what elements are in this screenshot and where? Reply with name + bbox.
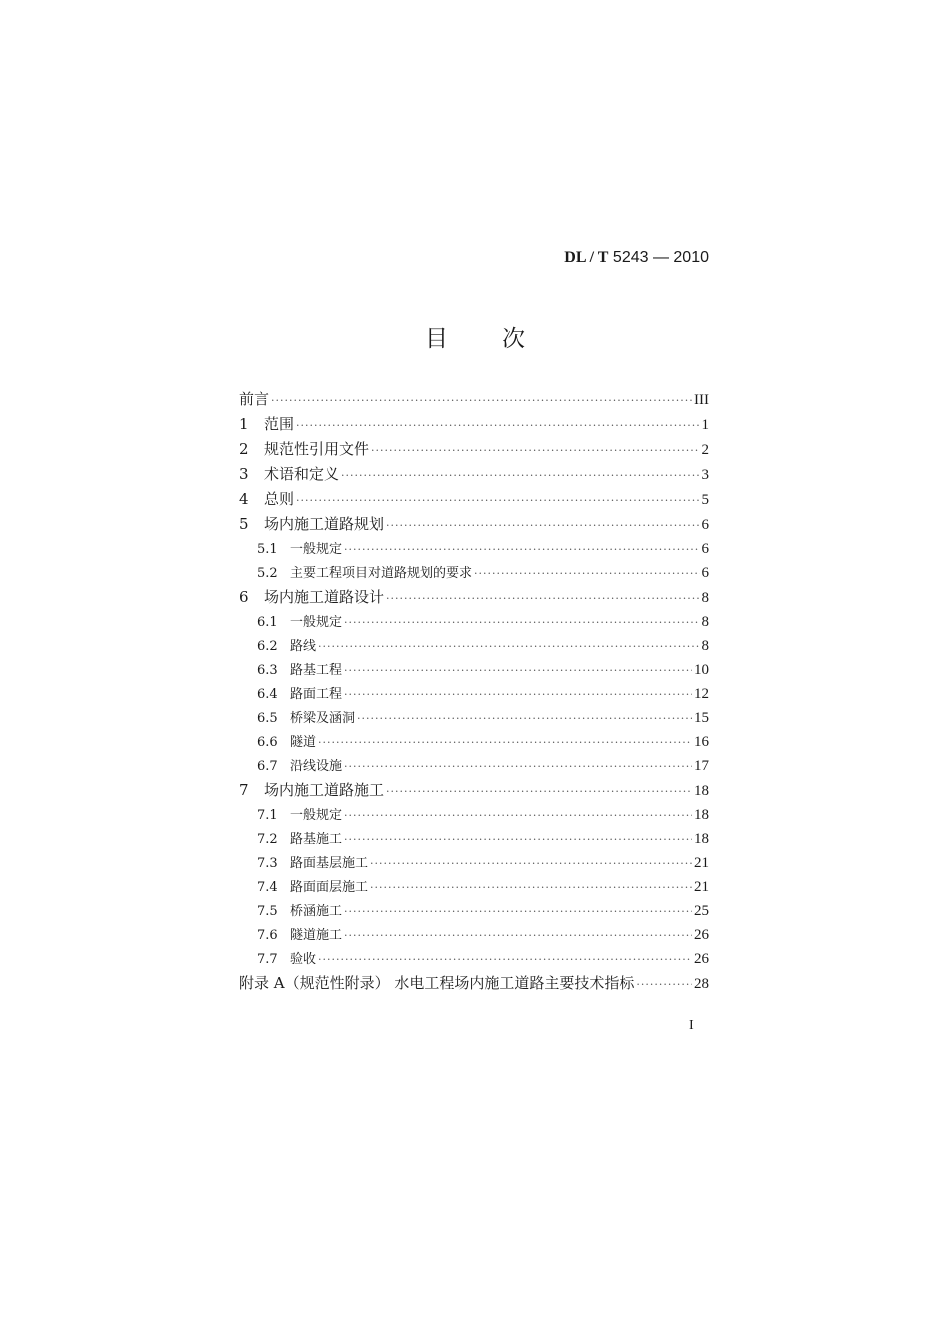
toc-entry-label: 术语和定义 [264,465,340,483]
toc-entry-page: 1 [701,417,709,433]
toc-entry-number: 7.3 [257,856,278,871]
toc-entry-label: 场内施工道路设计 [264,588,385,606]
toc-entry-number: 4 [239,490,249,508]
toc-entry-number: 6.6 [257,735,278,750]
toc-entry-page: 17 [694,758,709,774]
toc-leader-dots [344,688,692,701]
toc-leader-dots [296,494,699,507]
standard-code [564,249,709,267]
toc-leader-dots [318,736,692,749]
toc-leader-dots [636,978,692,991]
toc-entry-label: 路基工程 [290,663,343,678]
toc-entry-number: 7.6 [257,928,278,943]
toc-entry-page: 16 [694,734,709,750]
toc-entry-page: 6 [701,517,709,533]
toc-leader-dots [344,809,692,822]
toc-entry[interactable] [239,611,709,635]
toc-entry-page: 5 [701,492,709,508]
toc-entry[interactable] [239,538,709,562]
toc-entry[interactable] [239,683,709,707]
toc-entry-number: 7 [239,781,249,799]
toc-leader-dots [318,953,692,966]
toc-entry-label: 路面面层施工 [290,880,369,895]
toc-entry-number: 6.4 [257,687,278,702]
standard-prefix: DL / T [564,249,609,266]
toc-entry-page: 28 [694,976,709,992]
toc-entry-number: 5.1 [257,542,278,557]
toc-entry-label: 隧道 [290,735,317,750]
toc-title-part1: 目 [425,326,448,352]
toc-entry-page: 8 [701,590,709,606]
toc-entry-label: 路基施工 [290,832,343,847]
toc-entry-number: 2 [239,440,249,458]
toc-leader-dots [357,712,692,725]
toc-leader-dots [296,419,699,432]
toc-entry-page: 10 [694,662,709,678]
toc-entry-page: 8 [701,638,709,654]
toc-entry-number: 5 [239,515,249,533]
toc-leader-dots [271,394,692,407]
toc-entry-number: 6.1 [257,615,278,630]
toc-entry-page: 18 [694,807,709,823]
toc-entry-number: 6.7 [257,759,278,774]
toc-entry-label: 一般规定 [290,808,343,823]
toc-entry-label: 总则 [264,490,295,508]
toc-entry-page: 8 [701,614,709,630]
toc-entry[interactable] [239,924,709,948]
toc-entry[interactable] [239,488,709,513]
standard-number: 5243 — 2010 [612,249,709,266]
toc-entry-page: 12 [694,686,709,702]
toc-leader-dots [344,833,692,846]
toc-entry-number: 3 [239,465,249,483]
toc-leader-dots [371,444,699,457]
toc-entry-page: 21 [694,879,709,895]
toc-leader-dots [344,905,692,918]
toc-entry-page: 26 [694,951,709,967]
toc-entry-page: 18 [694,831,709,847]
toc-entry-label: 路线 [290,639,317,654]
toc-entry[interactable] [239,586,709,611]
toc-entry-label: 一般规定 [290,542,343,557]
toc-entry-page: 6 [701,541,709,557]
toc-leader-dots [386,785,692,798]
toc-leader-dots [386,592,699,605]
toc-leader-dots [344,616,699,629]
toc-entry[interactable] [239,635,709,659]
toc-leader-dots [344,760,692,773]
toc-entry-label: 沿线设施 [290,759,343,774]
toc-entry[interactable] [239,463,709,488]
toc-entry-page: 26 [694,927,709,943]
toc-leader-dots [474,567,699,580]
toc-leader-dots [344,929,692,942]
toc-entry[interactable] [239,948,709,972]
toc-leader-dots [370,881,692,894]
toc-entry[interactable] [239,828,709,852]
toc-entry-label: 路面工程 [290,687,343,702]
toc-entry-page: 15 [694,710,709,726]
toc-entry-label: 隧道施工 [290,928,343,943]
toc-entry-label: 验收 [290,952,317,967]
toc-entry-page: 18 [694,783,709,799]
toc-entry[interactable] [239,804,709,828]
toc-entry-label: 场内施工道路施工 [264,781,385,799]
toc-entry-number: 7.1 [257,808,278,823]
toc-entry-label: 桥涵施工 [290,904,343,919]
toc-entry-page: 3 [701,467,709,483]
toc-entry-label: 前言 [239,390,270,408]
toc-entry-label: 规范性引用文件 [264,440,370,458]
toc-entry-number: 7.5 [257,904,278,919]
toc-leader-dots [344,543,699,556]
toc-entry-label: 范围 [264,415,295,433]
toc-leader-dots [370,857,692,870]
toc-entry[interactable] [239,707,709,731]
toc-entry-number: 6.3 [257,663,278,678]
toc-entry[interactable] [239,659,709,683]
table-of-contents [239,388,709,997]
toc-entry[interactable] [239,876,709,900]
toc-entry-label: 附录 A（规范性附录） 水电工程场内施工道路主要技术指标 [239,974,635,992]
toc-entry-number: 6.5 [257,711,278,726]
toc-entry[interactable] [239,562,709,586]
toc-leader-dots [386,519,699,532]
toc-entry-number: 6 [239,588,249,606]
toc-entry[interactable] [239,779,709,804]
toc-entry[interactable] [239,438,709,463]
toc-entry[interactable] [239,900,709,924]
toc-entry-page: 25 [694,903,709,919]
toc-leader-dots [341,469,699,482]
toc-entry-number: 7.4 [257,880,278,895]
toc-entry-number: 5.2 [257,566,278,581]
toc-entry-number: 7.7 [257,952,278,967]
toc-entry[interactable] [239,755,709,779]
toc-title-part2: 次 [502,326,525,352]
toc-entry-label: 桥梁及涵洞 [290,711,356,726]
toc-entry[interactable] [239,972,709,997]
toc-leader-dots [318,640,699,653]
toc-entry-number: 1 [239,415,249,433]
toc-entry-page: 21 [694,855,709,871]
toc-entry-label: 主要工程项目对道路规划的要求 [290,566,473,581]
toc-entry-page: III [694,392,709,408]
toc-entry-number: 6.2 [257,639,278,654]
page-folio: I [689,1018,694,1033]
toc-entry-page: 6 [701,565,709,581]
toc-entry-number: 7.2 [257,832,278,847]
toc-entry-label: 一般规定 [290,615,343,630]
toc-entry[interactable] [239,388,709,413]
toc-entry[interactable] [239,731,709,755]
toc-leader-dots [344,664,692,677]
toc-entry-page: 2 [701,442,709,458]
toc-entry-label: 路面基层施工 [290,856,369,871]
toc-entry-label: 场内施工道路规划 [264,515,385,533]
toc-entry[interactable] [239,513,709,538]
toc-title [0,320,950,353]
toc-entry[interactable] [239,852,709,876]
toc-entry[interactable] [239,413,709,438]
